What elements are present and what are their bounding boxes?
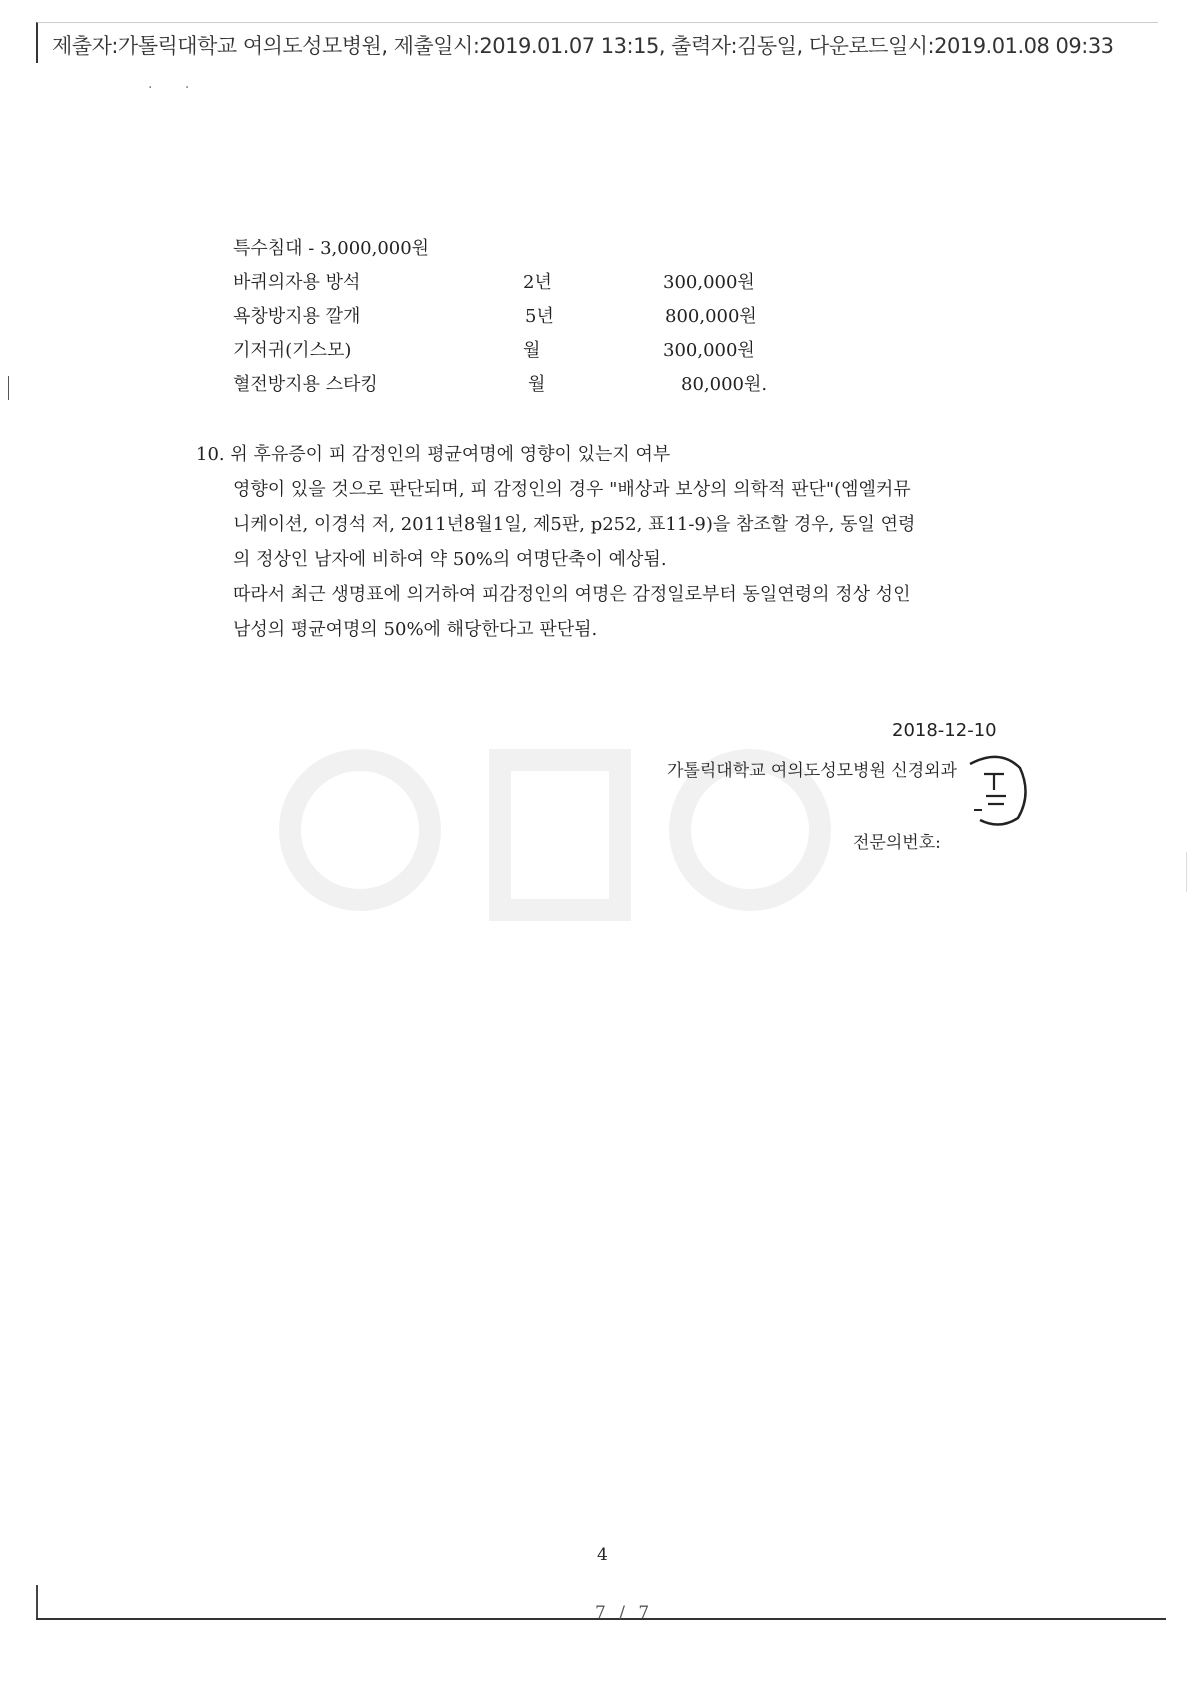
signature-date: 2018-12-10 [892, 720, 997, 741]
section-paragraph [233, 472, 1016, 647]
item-period: 5년 [525, 306, 554, 327]
paragraph-line: 따라서 최근 생명표에 의거하여 피감정인의 여명은 감정일로부터 동일연령의 정상 성인 [233, 584, 911, 605]
seal-stamp [960, 744, 1030, 830]
signature-department: 가톨릭대학교 여의도성모병원 신경외과 [667, 761, 957, 781]
item-price: 80,000원. [681, 374, 768, 395]
page-count: 7 / 7 [595, 1603, 654, 1623]
scan-margin-mark [8, 376, 9, 400]
list-item [233, 300, 833, 334]
item-name: 바퀴의자용 방석 [233, 272, 361, 293]
item-name: 특수침대 - 3,000,000원 [233, 238, 430, 259]
paragraph-line: 니케이션, 이경석 저, 2011년8월1일, 제5판, p252, 표11-9)을 참조할 경우, 동일 연령 [233, 514, 916, 535]
item-price: 300,000원 [663, 272, 755, 293]
list-item [233, 232, 833, 266]
item-period: 월 [523, 340, 541, 361]
list-item [233, 368, 833, 402]
paragraph-line: 의 정상인 남자에 비하여 약 50%의 여명단축이 예상됨. [233, 549, 667, 570]
section-title: 10. 위 후유증이 피 감정인의 평균여명에 영향이 있는지 여부 [196, 444, 671, 465]
paragraph-line: 남성의 평균여명의 50%에 해당한다고 판단됨. [233, 619, 598, 640]
item-period: 월 [528, 374, 546, 395]
list-item [233, 334, 833, 368]
equipment-cost-list [233, 232, 833, 402]
specialist-license-label: 전문의번호: [853, 833, 941, 853]
item-period: 2년 [523, 272, 552, 293]
list-item [233, 266, 833, 300]
item-name: 혈전방지용 스타킹 [233, 374, 378, 395]
footer-frame-left [36, 1585, 38, 1619]
submission-info: 제출자:가톨릭대학교 여의도성모병원, 제출일시:2019.01.07 13:15, 출력자:김동일, 다운로드일시:2019.01.08 09:33 [52, 34, 1114, 58]
item-price: 800,000원 [665, 306, 757, 327]
item-name: 기저귀(기스모) [233, 340, 352, 361]
scan-margin-mark-right [1186, 852, 1187, 892]
scan-dots: · · [148, 80, 204, 96]
item-name: 욕창방지용 깔개 [233, 306, 361, 327]
item-price: 300,000원 [663, 340, 755, 361]
page-number: 4 [597, 1545, 608, 1565]
section-10 [196, 438, 1016, 647]
paragraph-line: 영향이 있을 것으로 판단되며, 피 감정인의 경우 "배상과 보상의 의학적 판단"(엠엘커뮤 [233, 479, 911, 500]
